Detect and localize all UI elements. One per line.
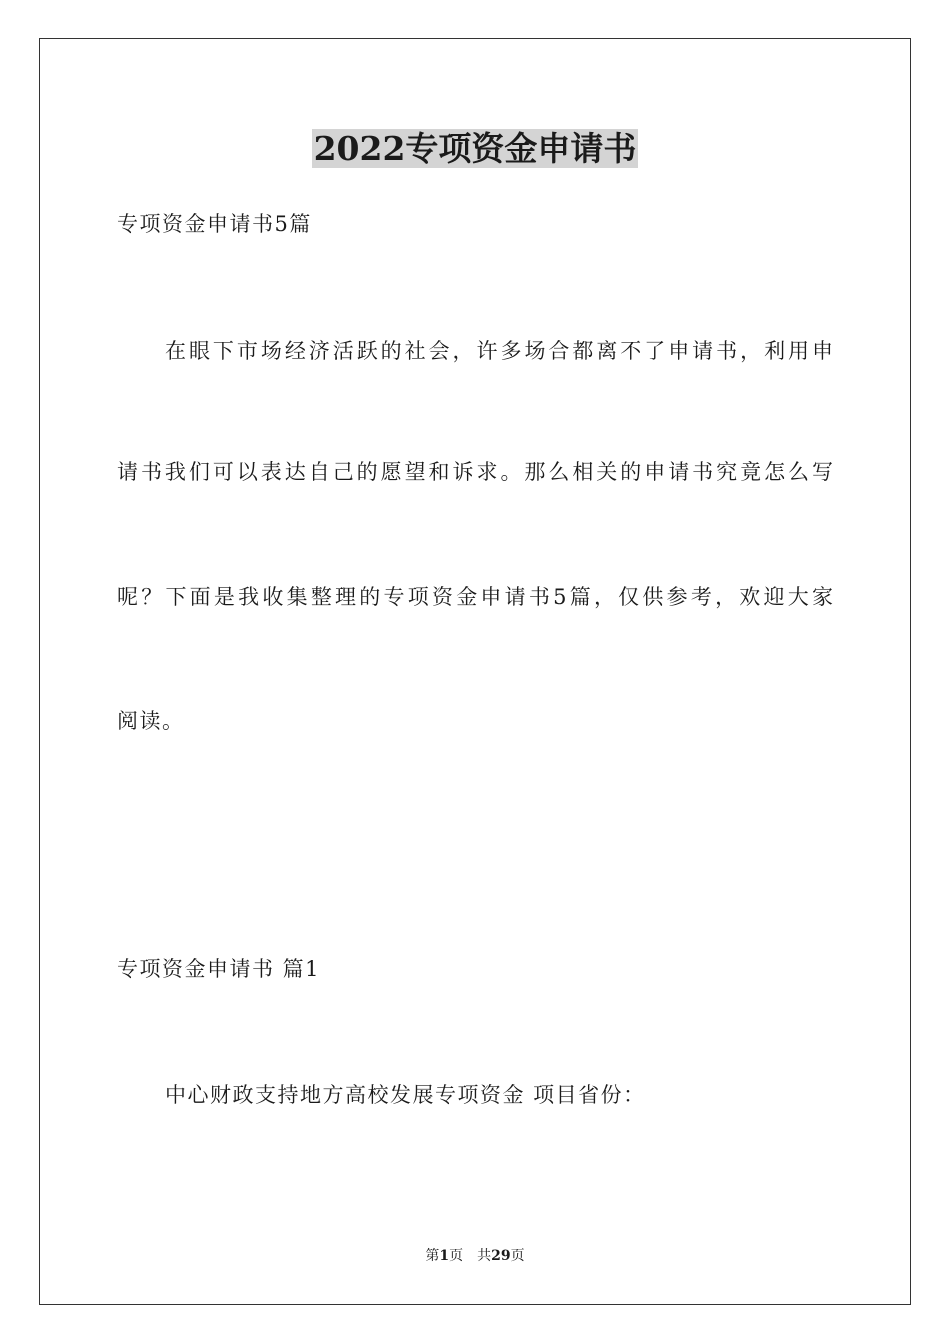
footer-page-number: 1 [439,1248,450,1264]
footer-total-prefix: 共 [477,1248,492,1264]
intro-line-3: 呢？下面是我收集整理的专项资金申请书5篇，仅供参考，欢迎大家 [117,585,833,609]
footer-page-suffix: 页 [449,1248,464,1264]
intro-line-1: 在眼下市场经济活跃的社会，许多场合都离不了申请书，利用申 [165,339,833,363]
footer-page-prefix: 第 [425,1248,440,1264]
footer-total-pages: 29 [491,1248,511,1264]
intro-line-4: 阅读。 [117,709,185,733]
page-footer [0,1247,950,1265]
document-subtitle: 专项资金申请书5篇 [117,212,312,236]
intro-line-2: 请书我们可以表达自己的愿望和诉求。那么相关的申请书究竟怎么写 [117,460,833,484]
section-first-line: 中心财政支持地方高校发展专项资金 项目省份： [165,1083,646,1107]
document-title-text: 2022专项资金申请书 [313,129,637,168]
footer-total-suffix: 页 [510,1248,525,1264]
section-heading: 专项资金申请书 篇1 [117,957,321,981]
document-title [0,127,950,171]
